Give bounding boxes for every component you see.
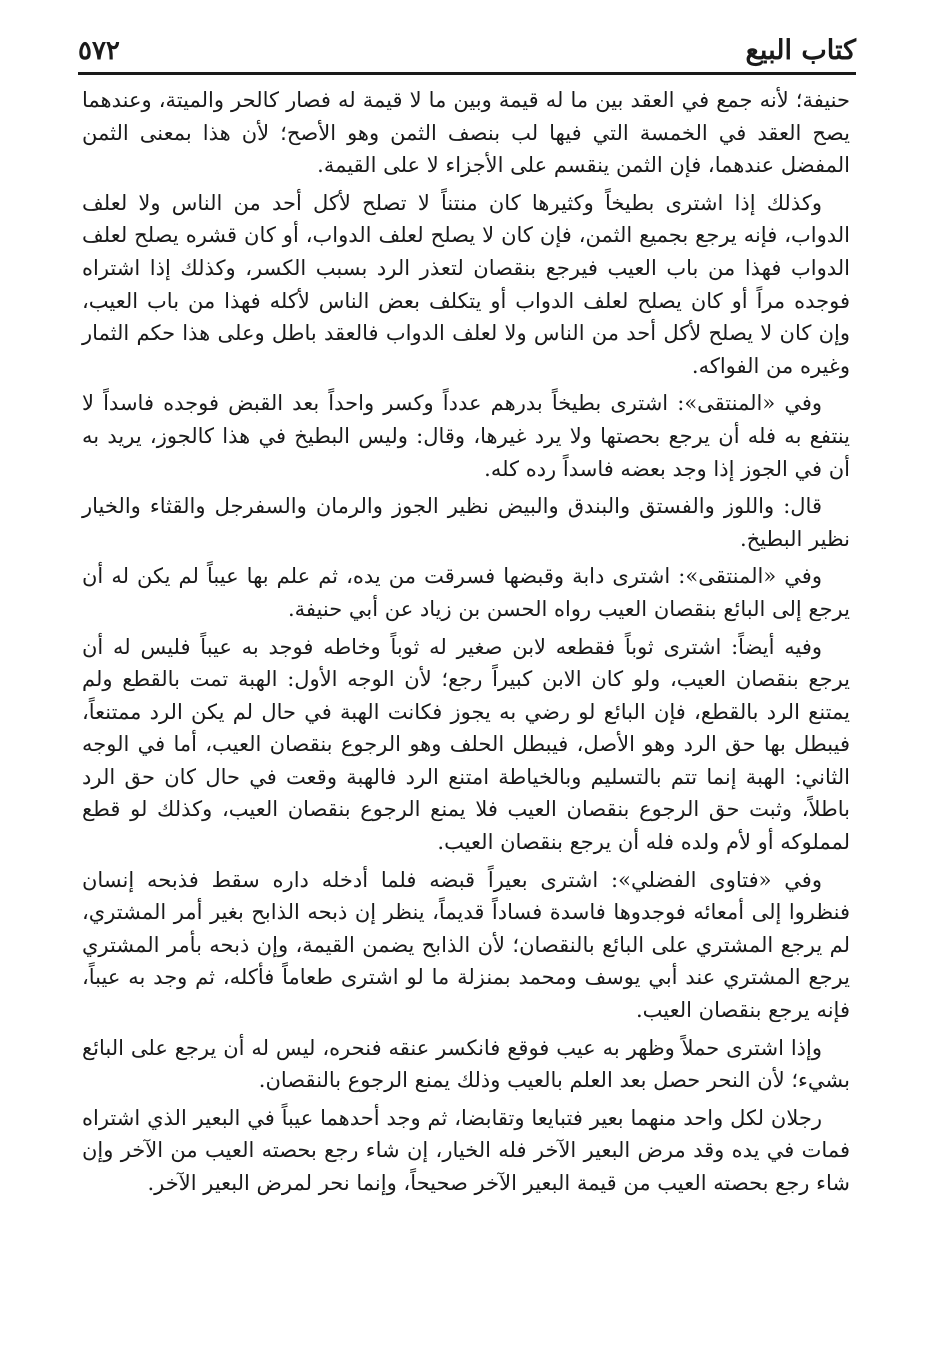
paragraph: وفي «المنتقى»: اشترى بطيخاً بدرهم عدداً وكسر واحداً بعد القبض فوجده فاسداً لا ينتفع به فله أن يرجع بحصتها ولا يرد غيرها، وقال: وليس البطيخ في هذا كالجوز، يريد به أن في الجوز إذا وجد بعضه فاسداً رده كله.	[82, 391, 850, 481]
chapter-title: كتاب البيع	[745, 35, 856, 66]
page-number: ٥٧٢	[78, 36, 120, 66]
paragraph: وإذا اشترى حملاً وظهر به عيب فوقع فانكسر عنقه فنحره، ليس له أن يرجع على البائع بشيء؛ لأن النحر حصل بعد العلم بالعيب وذلك يمنع الرجوع بالنقصان.	[82, 1035, 850, 1093]
paragraph: رجلان لكل واحد منهما بعير فتبايعا وتقابضا، ثم وجد أحدهما عيباً في البعير الذي اشتراه فمات في يده وقد مرض البعير الآخر فله الخيار، إن شاء رجع بحصته العيب من الآخر وإن شاء رجع بحصته العيب من قيمة البعير الآخر صحيحاً، وإنما نحر لمرض البعير الآخر.	[82, 1105, 850, 1195]
paragraph: حنيفة؛ لأنه جمع في العقد بين ما له قيمة وبين ما لا قيمة له فصار كالحر والميتة، وعندهما يصح العقد في الخمسة التي فيها لب بنصف الثمن وهو الأصح؛ لأن هذا بمعنى الثمن المفضل عندهما، فإن الثمن ينقسم على الأجزاء لا على القيمة.	[82, 88, 850, 178]
paragraph: وفيه أيضاً: اشترى ثوباً فقطعه لابن صغير له ثوباً وخاطه فوجد به عيباً فليس له أن يرجع بنقصان العيب، ولو كان الابن كبيراً رجع؛ لأن الوجه الأول: الهبة تمت بالقطع ولم يمتنع الرد بالقطع، فإن البائع لو رضي به يجوز فكانت الهبة في حال لم يكن الرد ممتنعاً، فيبطل بها حق الرد وهو الأصل، فيبطل الحلف وهو الرجوع بنقصان العيب، أما في الوجه الثاني: الهبة إنما تتم بالتسليم وبالخياطة امتنع الرد فالهبة وقعت في حال كان حق الرد باطلاً، وثبت حق الرجوع بنقصان العيب فلا يمنع الرجوع بنقصان العيب، وكذلك لو قطع لمملوكه أو لأم ولده فله أن يرجع بنقصان العيب.	[82, 634, 850, 855]
paragraph: وفي «فتاوى الفضلي»: اشترى بعيراً قبضه فلما أدخله داره سقط فذبحه إنسان فنظروا إلى أمعائه فوجدوها فاسدة فساداً قديماً، ينظر إن ذبحه الذابح بغير أمر المشتري، لم يرجع المشتري على البائع بالنقصان؛ لأن الذابح يضمن القيمة، وإن ذبحه بأمر المشتري يرجع المشتري عند أبي يوسف ومحمد بمنزلة ما لو اشترى طعاماً فأكله، ثم وجد به عيباً، فإنه يرجع بنقصان العيب.	[82, 867, 850, 1023]
paragraph: قال: واللوز والفستق والبندق والبيض نظير الجوز والرمان والسفرجل والقثاء والخيار نظير البطيخ.	[82, 494, 850, 551]
page-header	[78, 28, 856, 75]
paragraph: وكذلك إذا اشترى بطيخاً وكثيرها كان منتناً لا تصلح لأكل أحد من الناس ولا لعلف الدواب، فإنه يرجع بجميع الثمن، فإن كان لا يصلح لعلف الدواب، أو كان قشره يصلح لعلف الدواب فهذا من باب العيب فيرجع بنقصان لتعذر الرد بسبب الكسر، وكذلك إذا اشتراه فوجده مراً أو كان يصلح لعلف الدواب أو يتكلف بعض الناس لأكله فهذا من باب العيب، وإن كان لا يصلح لأكل أحد من الناس ولا لعلف الدواب فالعقد باطل وعلى هذا حكم الثمار وغيره من الفواكه.	[82, 190, 850, 378]
page-body	[82, 84, 850, 1205]
paragraph: وفي «المنتقى»: اشترى دابة وقبضها فسرقت من يده، ثم علم بها عيباً لم يكن له أن يرجع إلى البائع بنقصان العيب رواه الحسن بن زياد عن أبي حنيفة.	[82, 564, 850, 621]
